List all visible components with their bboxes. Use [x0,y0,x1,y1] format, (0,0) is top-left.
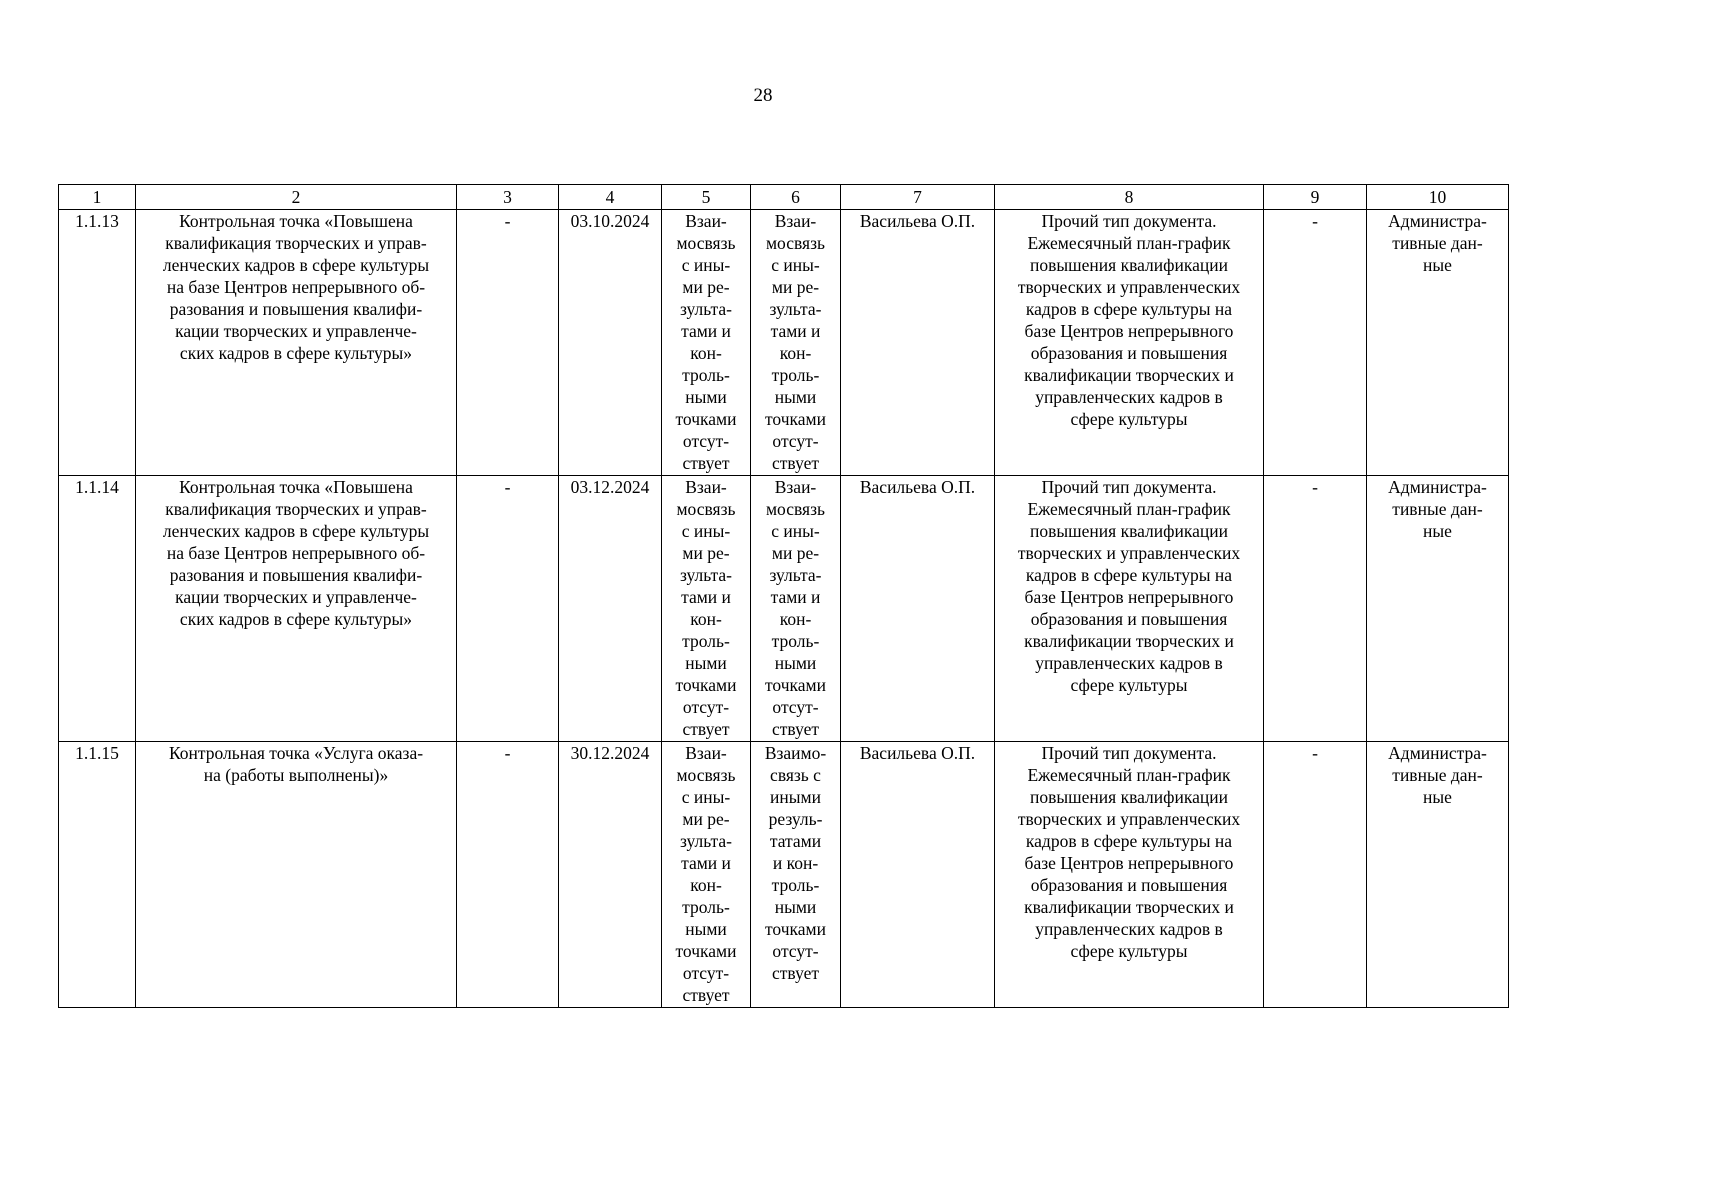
relation-cell: Взаи- мосвязь с ины- ми ре- зульта- тами и кон- троль- ными точками отсут- ствует [662,210,751,476]
control-point-name: Контрольная точка «Повышена квалификация творческих и управ- ленческих кадров в сфере культуры на базе Центров непрерывного об- разования и повышения квалифи- кации творческих и управленче- ских кадров в сфере культуры» [136,210,457,476]
table-row [59,742,1509,1008]
column-header: 3 [457,185,559,210]
relation-cell: Взаимо- связь с иными резуль- татами и кон- троль- ными точками отсут- ствует [751,742,841,1008]
relation-cell: Взаи- мосвязь с ины- ми ре- зульта- тами и кон- троль- ными точками отсут- ствует [662,476,751,742]
table-row [59,210,1509,476]
column-9-value: - [1264,476,1367,742]
date-cell: 03.10.2024 [559,210,662,476]
responsible-person: Васильева О.П. [841,742,995,1008]
column-header: 5 [662,185,751,210]
column-header: 2 [136,185,457,210]
column-3-value: - [457,210,559,476]
column-3-value: - [457,742,559,1008]
date-cell: 30.12.2024 [559,742,662,1008]
responsible-person: Васильева О.П. [841,210,995,476]
document-type: Прочий тип документа. Ежемесячный план-график повышения квалификации творческих и управленческих кадров в сфере культуры на базе Центров непрерывного образования и повышения квалификации творческих и управленческих кадров в сфере культуры [995,210,1264,476]
relation-cell: Взаи- мосвязь с ины- ми ре- зульта- тами и кон- троль- ными точками отсут- ствует [751,210,841,476]
column-header: 1 [59,185,136,210]
relation-cell: Взаи- мосвязь с ины- ми ре- зульта- тами и кон- троль- ными точками отсут- ствует [662,742,751,1008]
control-point-name: Контрольная точка «Повышена квалификация творческих и управ- ленческих кадров в сфере культуры на базе Центров непрерывного об- разования и повышения квалифи- кации творческих и управленче- ских кадров в сфере культуры» [136,476,457,742]
data-source: Администра- тивные дан- ные [1367,210,1509,476]
document-type: Прочий тип документа. Ежемесячный план-график повышения квалификации творческих и управленческих кадров в сфере культуры на базе Центров непрерывного образования и повышения квалификации творческих и управленческих кадров в сфере культуры [995,742,1264,1008]
responsible-person: Васильева О.П. [841,476,995,742]
control-point-name: Контрольная точка «Услуга оказа- на (работы выполнены)» [136,742,457,1008]
document-type: Прочий тип документа. Ежемесячный план-график повышения квалификации творческих и управленческих кадров в сфере культуры на базе Центров непрерывного образования и повышения квалификации творческих и управленческих кадров в сфере культуры [995,476,1264,742]
row-number: 1.1.15 [59,742,136,1008]
header-row [59,185,1509,210]
column-header: 9 [1264,185,1367,210]
column-9-value: - [1264,742,1367,1008]
column-3-value: - [457,476,559,742]
column-header: 7 [841,185,995,210]
page-number: 28 [753,85,773,106]
column-header: 10 [1367,185,1509,210]
column-header: 8 [995,185,1264,210]
date-cell: 03.12.2024 [559,476,662,742]
control-points-table [58,184,1509,1008]
relation-cell: Взаи- мосвязь с ины- ми ре- зульта- тами и кон- троль- ными точками отсут- ствует [751,476,841,742]
column-header: 4 [559,185,662,210]
row-number: 1.1.13 [59,210,136,476]
column-header: 6 [751,185,841,210]
column-9-value: - [1264,210,1367,476]
row-number: 1.1.14 [59,476,136,742]
data-source: Администра- тивные дан- ные [1367,742,1509,1008]
table-row [59,476,1509,742]
data-source: Администра- тивные дан- ные [1367,476,1509,742]
